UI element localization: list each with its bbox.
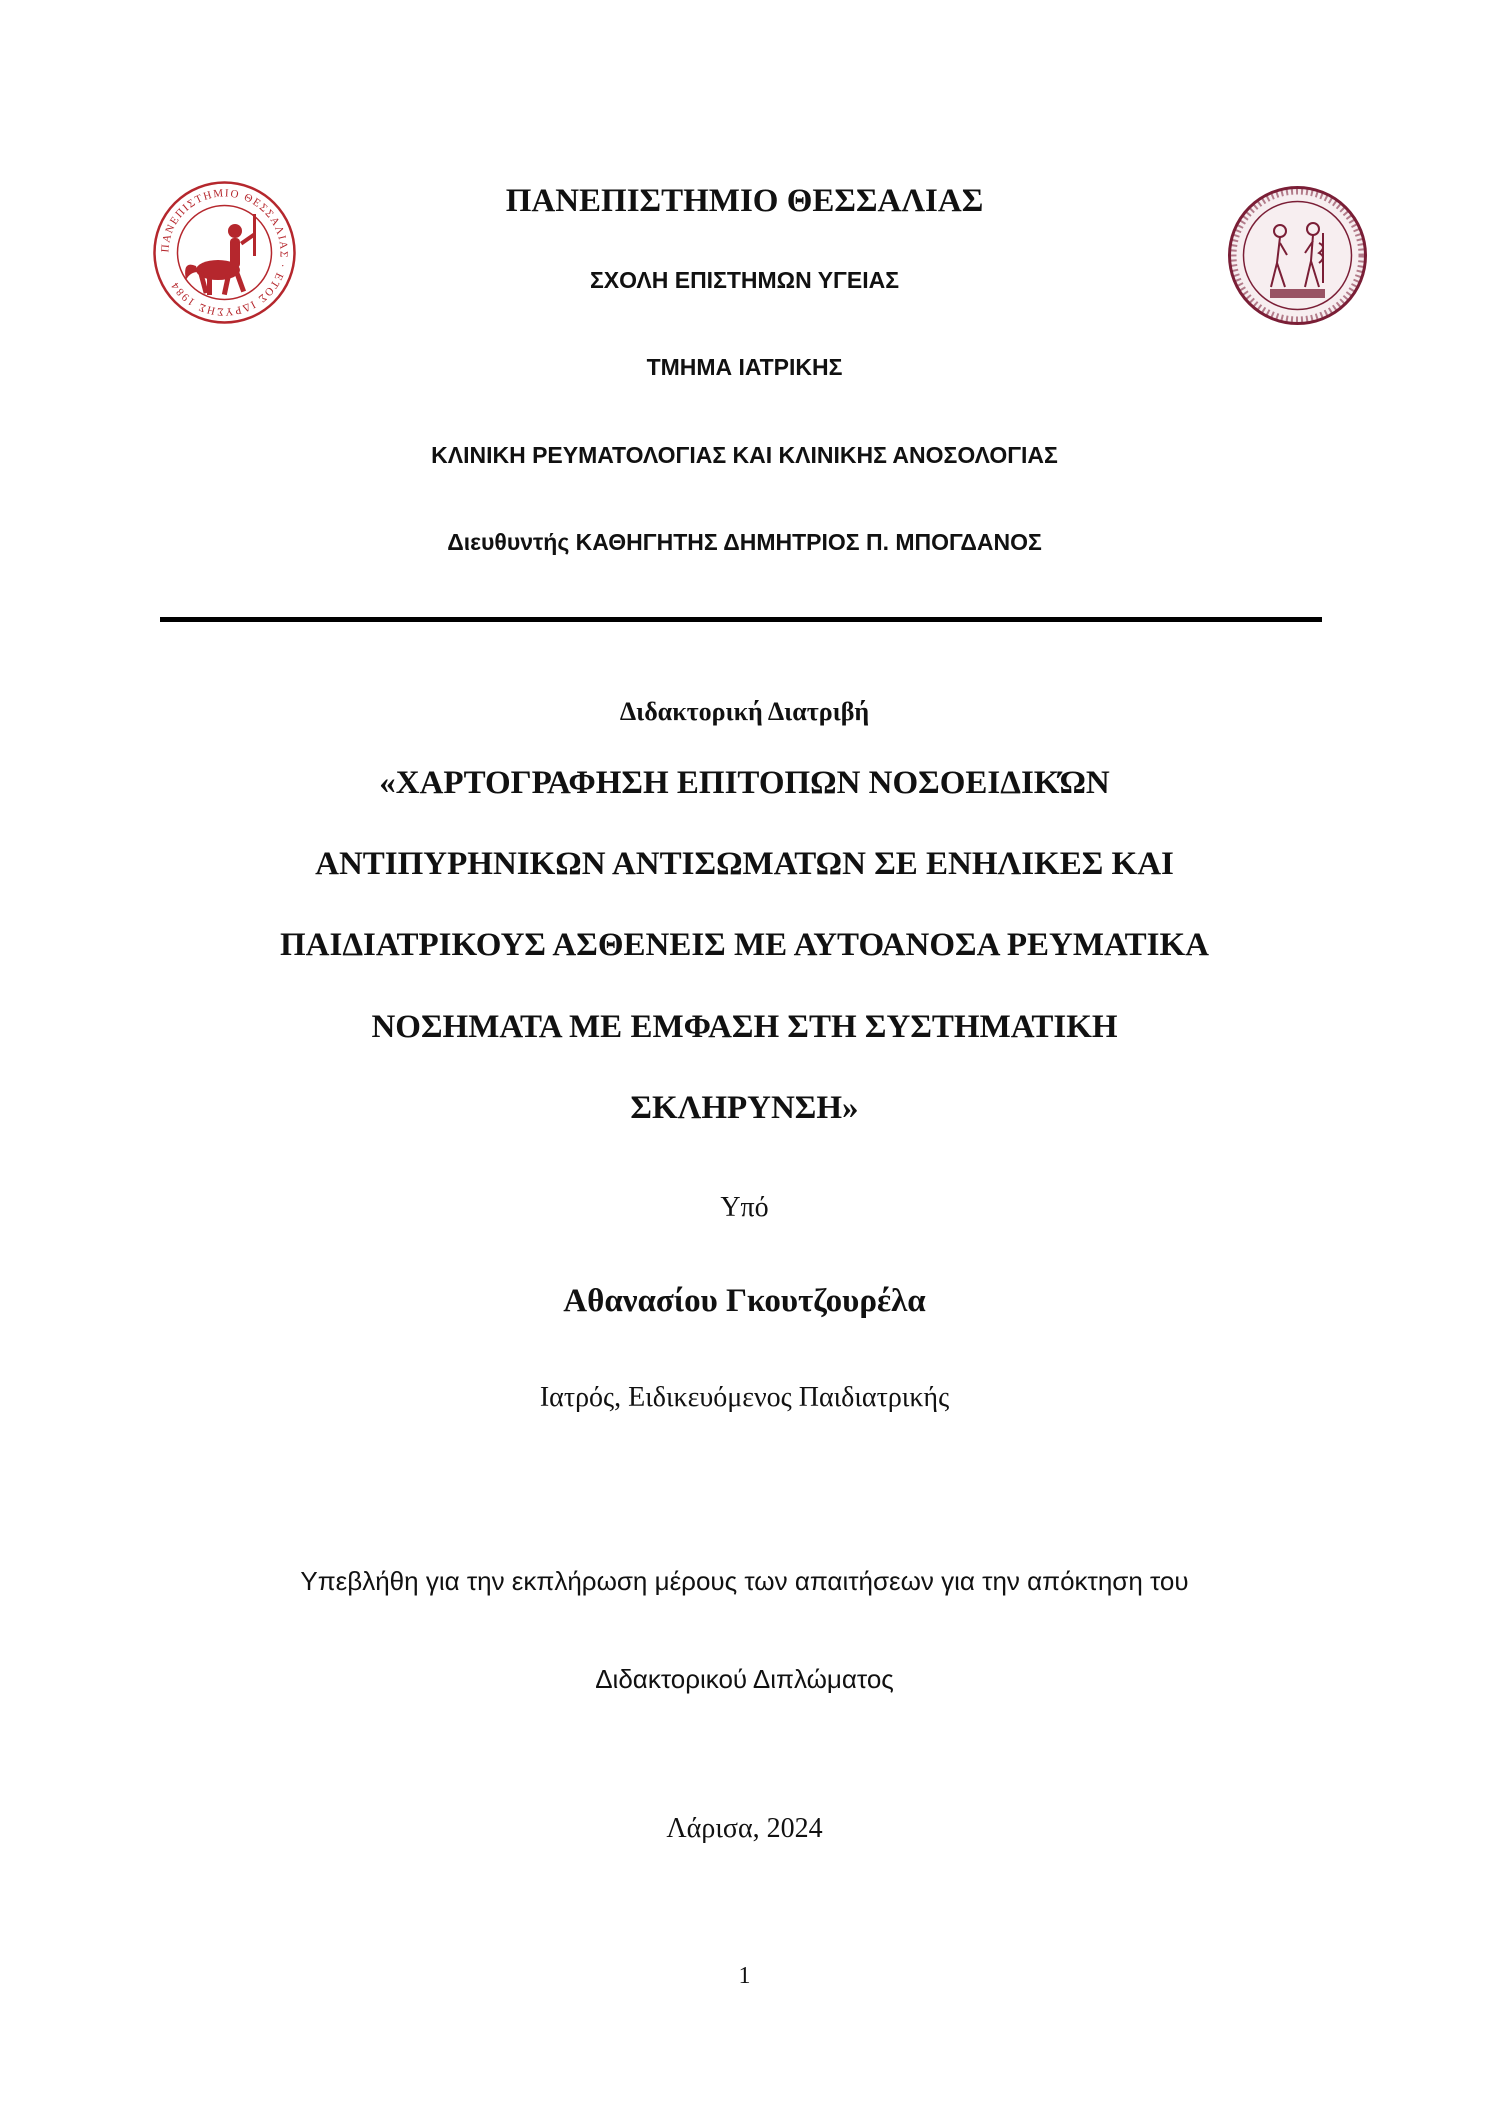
thesis-title-line-1: «ΧΑΡΤΟΓΡΑΦΗΣΗ ΕΠΙΤΟΠΩΝ ΝΟΣΟΕΙΔΙΚΏΝ — [379, 765, 1110, 801]
department-name: ΤΜΗΜΑ ΙΑΤΡΙΚΗΣ — [646, 354, 843, 380]
thesis-type: Διδακτορική Διατριβή — [619, 697, 870, 726]
submission-line-2: Διδακτορικού Διπλώματος — [595, 1664, 894, 1694]
by-label: Υπό — [720, 1192, 769, 1223]
author-role: Ιατρός, Ειδικευόμενος Παιδιατρικής — [539, 1382, 950, 1413]
author-name: Αθανασίου Γκουτζουρέλα — [563, 1283, 926, 1319]
thesis-title-line-5: ΣΚΛΗΡΥΝΣΗ» — [630, 1090, 859, 1126]
page-number: 1 — [738, 1963, 751, 1989]
thesis-title-line-2: ΑΝΤΙΠΥΡΗΝΙΚΩΝ ΑΝΤΙΣΩΜΑΤΩΝ ΣΕ ΕΝΗΛΙΚΕΣ ΚΑΙ — [315, 846, 1174, 882]
place-year: Λάρισα, 2024 — [666, 1813, 823, 1844]
thesis-title-line-3: ΠΑΙΔΙΑΤΡΙΚΟΥΣ ΑΣΘΕΝΕΙΣ ΜΕ ΑΥΤΟΑΝΟΣΑ ΡΕΥΜΑΤΙΚΑ — [280, 927, 1209, 963]
clinic-name: ΚΛΙΝΙΚΗ ΡΕΥΜΑΤΟΛΟΓΙΑΣ ΚΑΙ ΚΛΙΝΙΚΗΣ ΑΝΟΣΟΛΟΓΙΑΣ — [431, 442, 1058, 468]
director-line: Διευθυντής ΚΑΘΗΓΗΤΗΣ ΔΗΜΗΤΡΙΟΣ Π. ΜΠΟΓΔΑΝΟΣ — [447, 529, 1042, 555]
seal-ring-text: ΠΑΝΕΠΙΣΤΗΜΙΟ ΘΕΣΣΑΛΙΑΣ · ΕΤΟΣ ΙΔΡΥΣΗΣ 1984 — [159, 187, 290, 318]
header-divider — [160, 617, 1322, 622]
submission-line-1: Υπεβλήθη για την εκπλήρωση μέρους των απαιτήσεων για την απόκτηση του — [300, 1566, 1189, 1596]
school-name: ΣΧΟΛΗ ΕΠΙΣΤΗΜΩΝ ΥΓΕΙΑΣ — [589, 267, 900, 293]
university-name: ΠΑΝΕΠΙΣΤΗΜΙΟ ΘΕΣΣΑΛΙΑΣ — [505, 183, 984, 219]
thesis-title-line-4: ΝΟΣΗΜΑΤΑ ΜΕ ΕΜΦΑΣΗ ΣΤΗ ΣΥΣΤΗΜΑΤΙΚΗ — [371, 1009, 1118, 1045]
